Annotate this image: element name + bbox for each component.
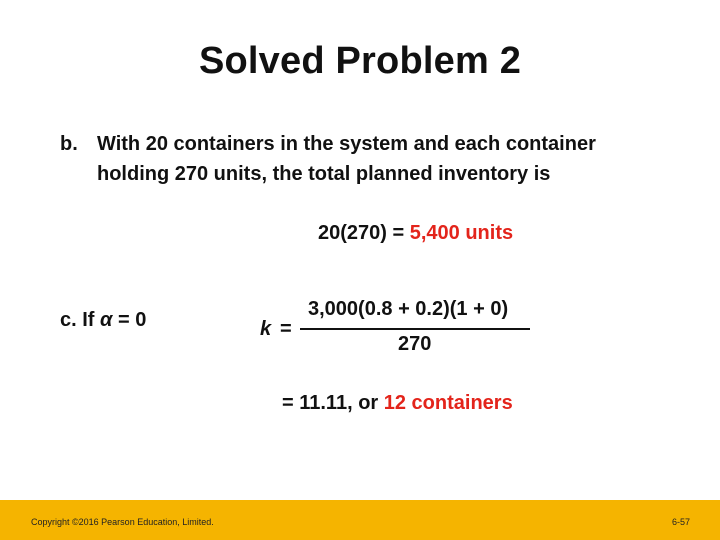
part-c-label-prefix: c. If xyxy=(60,309,101,331)
part-c-label-suffix: = 0 xyxy=(112,309,147,331)
fraction-denominator: 270 xyxy=(398,333,432,355)
k-equals-sign: = xyxy=(280,318,292,340)
containers-result xyxy=(282,392,513,415)
inventory-calc-prefix: 20(270) = xyxy=(318,222,410,244)
part-c-label xyxy=(60,309,146,332)
fraction-numerator: 3,000(0.8 + 0.2)(1 + 0) xyxy=(308,298,509,320)
footer-bar xyxy=(0,500,720,540)
inventory-calc-result: 5,400 units xyxy=(409,222,514,244)
part-b-label: b. xyxy=(60,133,78,155)
page-number: 6-57 xyxy=(671,517,690,527)
part-b-text-line2: holding 270 units, the total planned inventory is xyxy=(97,163,551,185)
copyright-text: Copyright ©2016 Pearson Education, Limited. xyxy=(31,517,214,527)
containers-result-highlight: 12 containers xyxy=(383,392,513,414)
fraction-bar xyxy=(300,328,530,330)
k-variable: k xyxy=(260,318,272,340)
slide-title: Solved Problem 2 xyxy=(198,40,522,82)
alpha-symbol: α xyxy=(100,309,113,331)
part-b-text-line1: With 20 containers in the system and each container xyxy=(97,133,596,155)
inventory-calculation xyxy=(318,222,513,245)
containers-result-prefix: = 11.11, or xyxy=(282,392,384,414)
